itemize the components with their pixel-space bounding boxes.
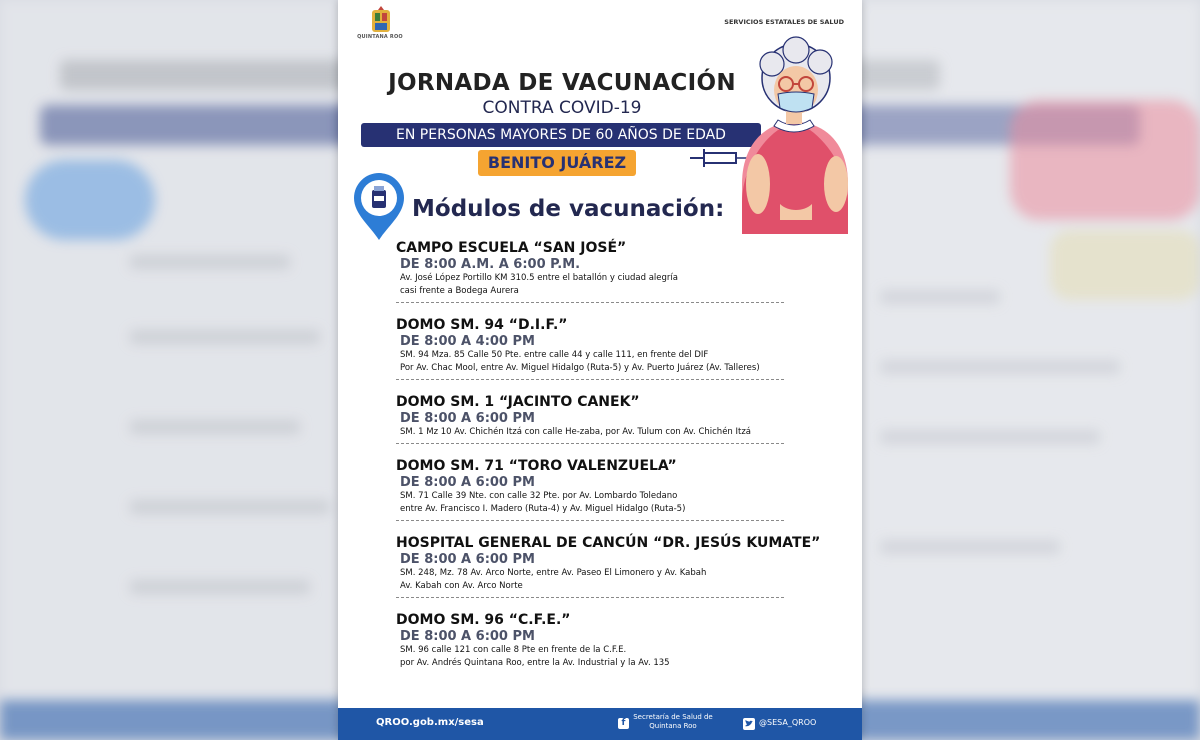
poster-title: JORNADA DE VACUNACIÓN: [388, 70, 736, 96]
list-item: [396, 394, 836, 458]
footer-bar: [338, 708, 862, 740]
municipality-badge: BENITO JUÁREZ: [478, 150, 636, 176]
modules-heading: Módulos de vacunación:: [412, 196, 725, 222]
divider: [396, 597, 784, 598]
module-address: SM. 94 Mza. 85 Calle 50 Pte. entre calle 44 y calle 111, en frente del DIF: [400, 350, 709, 360]
divider: [396, 379, 784, 380]
twitter-handle[interactable]: @SESA_QROO: [759, 718, 817, 727]
module-name: HOSPITAL GENERAL DE CANCÚN “DR. JESÚS KUMATE”: [396, 535, 821, 551]
module-address: SM. 248, Mz. 78 Av. Arco Norte, entre Av. Paseo El Limonero y Av. Kabah: [400, 568, 707, 578]
facebook-link[interactable]: Secretaría de Salud de Quintana Roo: [633, 713, 713, 730]
grandmother-illustration-icon: [688, 34, 860, 234]
module-address: SM. 71 Calle 39 Nte. con calle 32 Pte. por Av. Lombardo Toledano: [400, 491, 678, 501]
module-address: Av. Kabah con Av. Arco Norte: [400, 581, 523, 591]
module-address: SM. 1 Mz 10 Av. Chichén Itzá con calle He-zaba, por Av. Tulum con Av. Chichén Itzá: [400, 427, 752, 437]
divider: [396, 520, 784, 521]
list-item: [396, 458, 836, 535]
module-address: Por Av. Chac Mool, entre Av. Miguel Hidalgo (Ruta-5) y Av. Puerto Juárez (Av. Talleres): [400, 363, 760, 373]
vaccination-poster: [338, 0, 862, 740]
module-hours: DE 8:00 A.M. A 6:00 P.M.: [400, 257, 581, 272]
divider: [396, 302, 784, 303]
module-list: [396, 240, 836, 678]
facebook-icon: f: [618, 718, 629, 729]
module-name: DOMO SM. 1 “JACINTO CANEK”: [396, 394, 640, 410]
module-hours: DE 8:00 A 6:00 PM: [400, 475, 535, 490]
module-hours: DE 8:00 A 6:00 PM: [400, 629, 535, 644]
module-address: por Av. Andrés Quintana Roo, entre la Av. Industrial y la Av. 135: [400, 658, 670, 668]
logo-caption: QUINTANA ROO: [357, 34, 403, 40]
location-pin-vaccine-icon: [350, 170, 408, 242]
divider: [396, 443, 784, 444]
poster-subtitle: CONTRA COVID-19: [482, 98, 642, 118]
module-name: CAMPO ESCUELA “SAN JOSÉ”: [396, 240, 627, 256]
module-address: SM. 96 calle 121 con calle 8 Pte en frente de la C.F.E.: [400, 645, 627, 655]
agency-name: SERVICIOS ESTATALES DE SALUD: [724, 18, 844, 26]
bg-shape: [0, 0, 338, 740]
module-address: entre Av. Francisco I. Madero (Ruta-4) y Av. Miguel Hidalgo (Ruta-5): [400, 504, 686, 514]
website-link[interactable]: QROO.gob.mx/sesa: [376, 717, 484, 728]
list-item: [396, 317, 836, 394]
module-name: DOMO SM. 94 “D.I.F.”: [396, 317, 568, 333]
quintana-roo-logo-icon: [360, 6, 402, 46]
module-name: DOMO SM. 71 “TORO VALENZUELA”: [396, 458, 677, 474]
list-item: [396, 535, 836, 612]
twitter-icon: [743, 718, 755, 730]
module-hours: DE 8:00 A 6:00 PM: [400, 552, 535, 567]
module-hours: DE 8:00 A 6:00 PM: [400, 411, 535, 426]
list-item: [396, 612, 836, 678]
module-address: casi frente a Bodega Aurera: [400, 286, 519, 296]
audience-banner: EN PERSONAS MAYORES DE 60 AÑOS DE EDAD: [361, 123, 761, 147]
module-name: DOMO SM. 96 “C.F.E.”: [396, 612, 571, 628]
bg-shape: [860, 0, 1200, 740]
list-item: [396, 240, 836, 317]
module-address: Av. José López Portillo KM 310.5 entre el batallón y ciudad alegría: [400, 273, 678, 283]
module-hours: DE 8:00 A 4:00 PM: [400, 334, 535, 349]
